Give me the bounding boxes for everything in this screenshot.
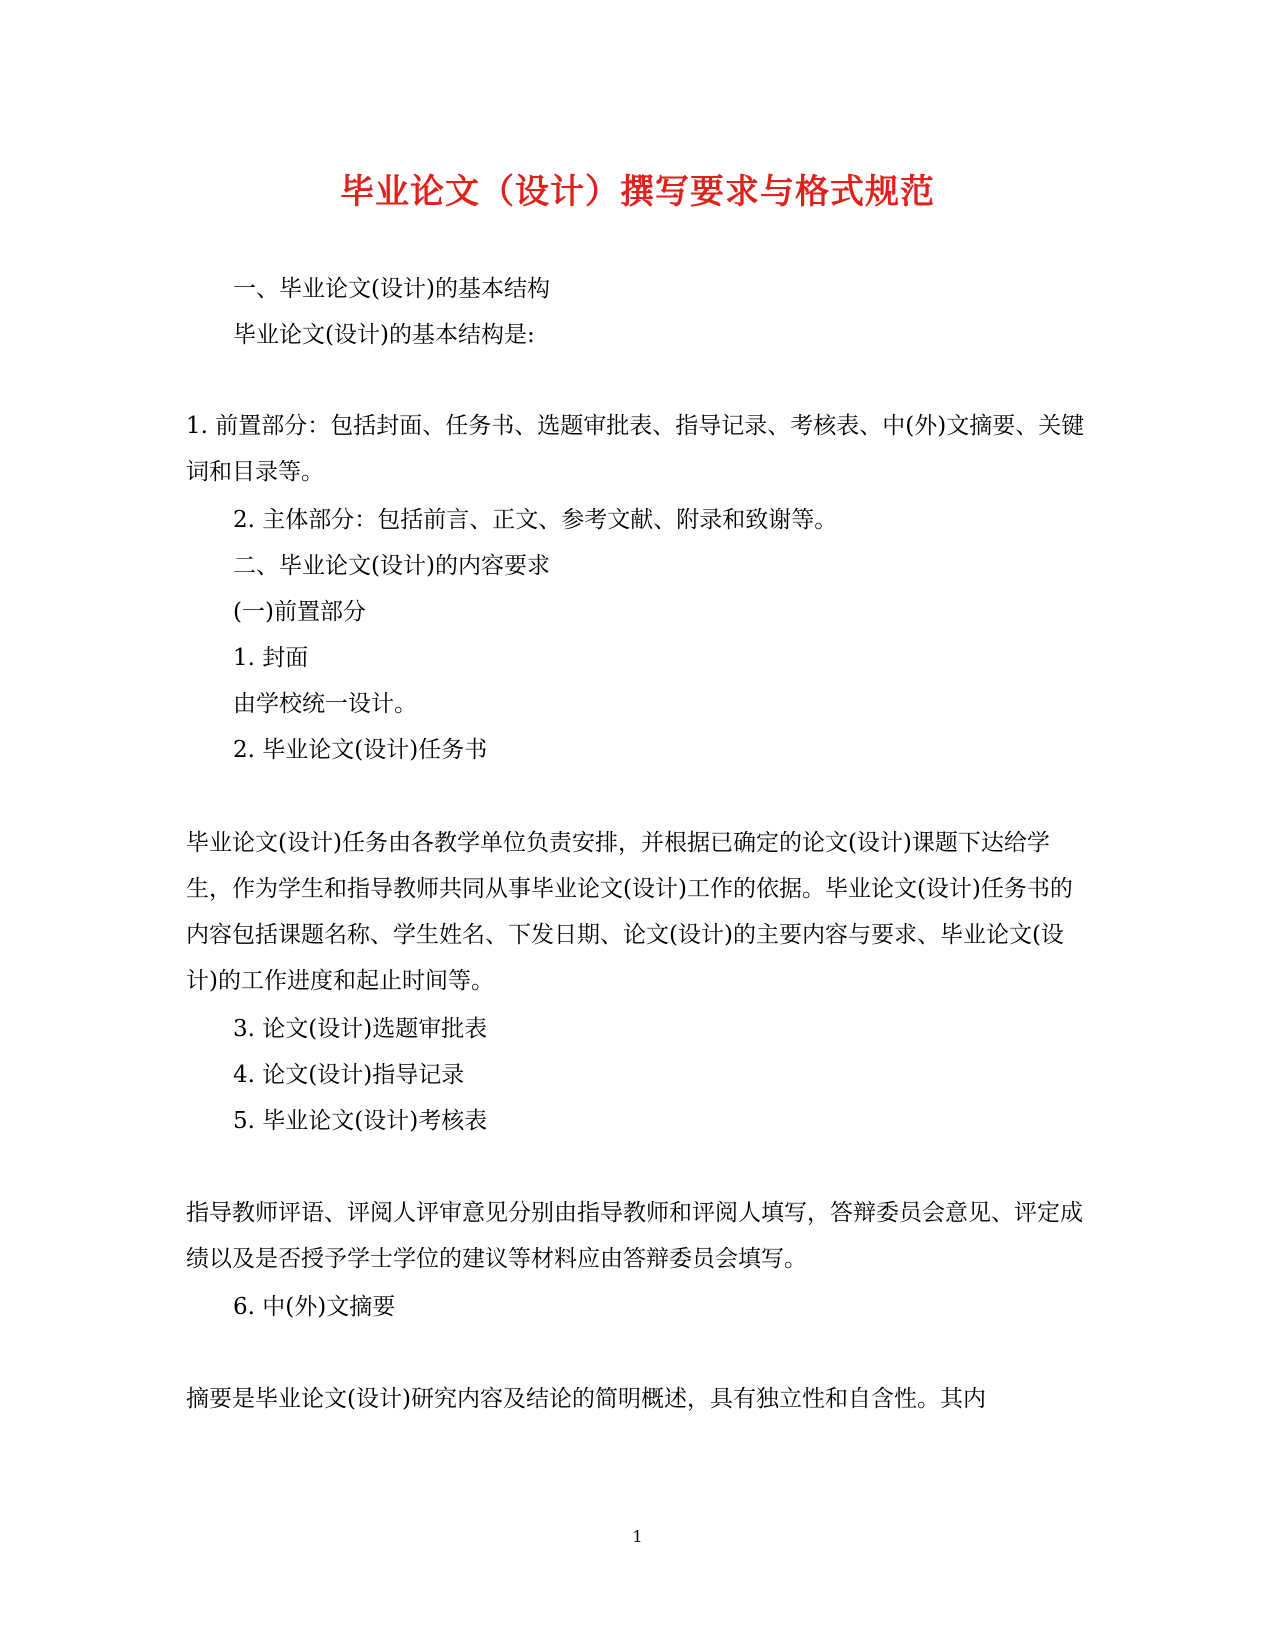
paragraph: 毕业论文(设计)任务由各教学单位负责安排，并根据已确定的论文(设计)课题下达给学生，作为学生和指导教师共同从事毕业论文(设计)工作的依据。毕业论文(设计)任务书的内容包括课题名称、学生姓名、下发日期、论文(设计)的主要内容与要求、毕业论文(设计)的工作进度和起止时间等。 — [186, 830, 1073, 994]
paragraph: 摘要是毕业论文(设计)研究内容及结论的简明概述，具有独立性和自含性。其内 — [186, 1386, 986, 1412]
paragraph: 毕业论文(设计)的基本结构是: — [233, 322, 535, 348]
page-number: 1 — [632, 1527, 643, 1546]
section-heading-1: 一、毕业论文(设计)的基本结构 — [233, 276, 550, 302]
paragraph: 1. 前置部分：包括封面、任务书、选题审批表、指导记录、考核表、中(外)文摘要、关键词和目录等。 — [186, 413, 1085, 485]
subsection-heading: (一)前置部分 — [233, 599, 366, 625]
item-heading: 4. 论文(设计)指导记录 — [233, 1062, 465, 1088]
paragraph: 指导教师评语、评阅人评审意见分别由指导教师和评阅人填写，答辩委员会意见、评定成绩以及是否授予学士学位的建议等材料应由答辩委员会填写。 — [186, 1200, 1083, 1272]
item-heading: 1. 封面 — [233, 645, 309, 671]
paragraph: 2. 主体部分：包括前言、正文、参考文献、附录和致谢等。 — [233, 507, 838, 533]
item-heading: 6. 中(外)文摘要 — [233, 1294, 396, 1320]
item-heading: 2. 毕业论文(设计)任务书 — [233, 737, 488, 763]
page-title: 毕业论文（设计）撰写要求与格式规范 — [340, 172, 935, 212]
item-heading: 3. 论文(设计)选题审批表 — [233, 1016, 488, 1042]
item-heading: 5. 毕业论文(设计)考核表 — [233, 1108, 488, 1134]
paragraph: 由学校统一设计。 — [233, 691, 417, 717]
section-heading-2: 二、毕业论文(设计)的内容要求 — [233, 553, 550, 579]
